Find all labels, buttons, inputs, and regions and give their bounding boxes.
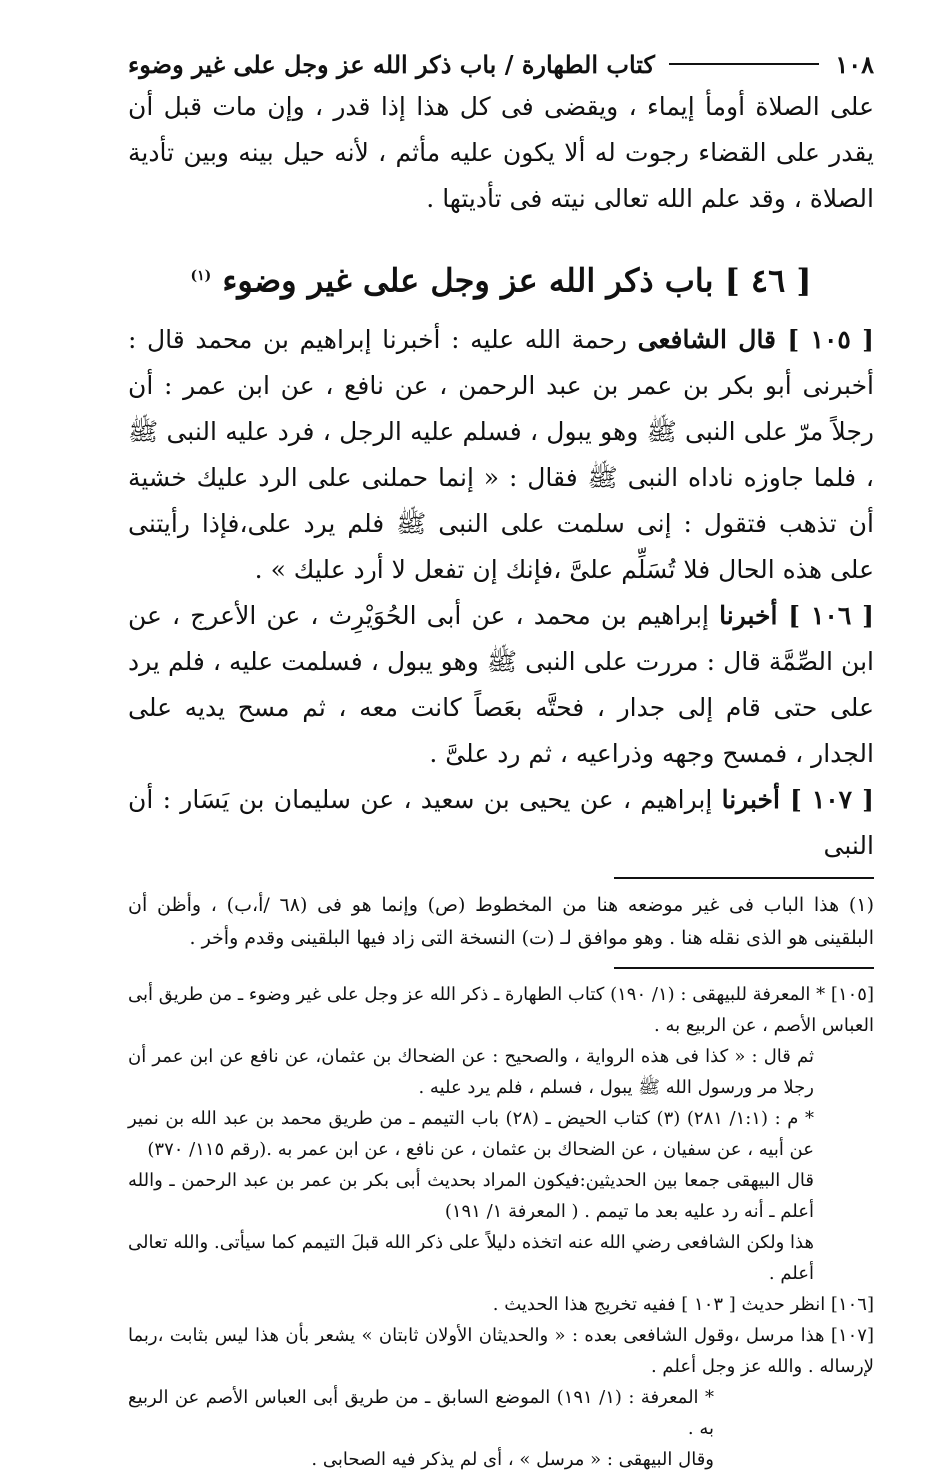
takhrij-line: [١٠٦] انظر حديث [ ١٠٣ ] ففيه تخريج هذا الحديث . bbox=[492, 1293, 874, 1315]
running-title: كتاب الطهارة / باب ذكر الله عز وجل على غير وضوء bbox=[128, 49, 655, 79]
takhrij-line: * م : (١:١/ ٢٨١) (٣) كتاب الحيض ـ (٢٨) باب التيمم ـ من طريق محمد بن عبد الله بن نمير عن أبيه ، عن سفيان ، عن الضحاك بن عثمان ، عن نافع ، عن ابن عمر به .(رقم ١١٥/ ٣٧٠) bbox=[128, 1107, 814, 1160]
hadith-106-text: إبراهيم بن محمد ، عن أبى الحُوَيْرِث ، عن الأعرج ، عن ابن الصِّمَّة قال : مررت على النبى ﷺ وهو يبول ، فسلمت عليه ، فلم يرد على حتى قام إلى جدار ، فحتَّه بعَصاً كانت معه ، ثم مسح يديه على الجدار ، فمسح وجهه وذراعيه ، ثم رد علىَّ . bbox=[128, 600, 874, 768]
footnote-1: (١) هذا الباب فى غير موضعه هنا من المخطوط (ص) وإنما هو فى (٦٨ /أ،ب) ، وأظن أن البلقينى هو الذى نقله هنا . وهو موافق لـ (ت) النسخة التى زاد فيها البلقينى وقدم وأخر . bbox=[128, 893, 874, 949]
takhrij-line: [١٠٥] * المعرفة للبيهقى : (١/ ١٩٠) كتاب الطهارة ـ ذكر الله عز وجل على غير وضوء ـ من طريق أبى العباس الأصم ، عن الربيع به . bbox=[128, 983, 874, 1036]
chapter-heading bbox=[128, 250, 874, 307]
hadith-106 bbox=[128, 593, 874, 777]
hadith-107 bbox=[128, 777, 874, 869]
chapter-title: [ ٤٦ ] باب ذكر الله عز وجل على غير وضوء bbox=[222, 261, 812, 300]
chapter-note-ref: (١) bbox=[190, 268, 212, 284]
takhrij-line: [١٠٧] هذا مرسل ،وقول الشافعى بعده : « والحديثان الأولان ثابتان » يشعر بأن هذا ليس بثابت ،ربما لإرساله . والله عز وجل أعلم . bbox=[128, 1324, 874, 1377]
takhrij-line: ثم قال : « كذا فى هذه الرواية ، والصحيح : عن الضحاك بن عثمان، عن نافع عن ابن عمر أن رجلا مر ورسول الله ﷺ يبول ، فسلم ، فلم يرد عليه . bbox=[128, 1045, 814, 1098]
header-rule bbox=[669, 63, 819, 65]
hadith-105-lead: [ ١٠٥ ] قال الشافعى bbox=[637, 324, 874, 354]
hadith-106-lead: [ ١٠٦ ] أخبرنا bbox=[719, 600, 874, 630]
takhrij-line: * المعرفة : (١/ ١٩١) الموضع السابق ـ من طريق أبى العباس الأصم عن الربيع به . bbox=[128, 1386, 714, 1439]
takhrij-line: وقال البيهقى : « مرسل » ، أى لم يذكر فيه الصحابى . bbox=[311, 1448, 714, 1470]
takhrij-line: هذا ولكن الشافعى رضي الله عنه اتخذه دليلاً على ذكر الله قبلَ التيمم كما سيأتى. والله تعالى أعلم . bbox=[128, 1231, 814, 1284]
takhrij-line: قال البيهقى جمعا بين الحديثين:فيكون المراد بحديث أبى بكر بن عمر بن عبد الرحمن ـ والله أعلم ـ أنه رد عليه بعد ما تيمم . ( المعرفة ١/ ١٩١) bbox=[128, 1169, 814, 1222]
main-text bbox=[128, 84, 874, 869]
intro-paragraph: على الصلاة أومأ إيماء ، ويقضى فى كل هذا إذا قدر ، وإن مات قبل أن يقدر على القضاء رجوت له ألا يكون عليه مأثم ، لأنه حيل بينه وبين تأدية الصلاة ، وقد علم الله تعالى نيته فى تأديتها . bbox=[128, 92, 874, 213]
running-header bbox=[128, 44, 874, 84]
hadith-107-lead: [ ١٠٧ ] أخبرنا bbox=[721, 784, 874, 814]
takhrij-rule bbox=[614, 967, 874, 969]
footnote-rule bbox=[614, 877, 874, 879]
page-number: ١٠٨ bbox=[835, 49, 874, 79]
hadith-105 bbox=[128, 317, 874, 593]
hadith-107-text: إبراهيم ، عن يحيى بن سعيد ، عن سليمان بن يَسَار : أن النبى bbox=[128, 784, 874, 860]
hadith-105-text: رحمة الله عليه : أخبرنا إبراهيم بن محمد قال : أخبرنى أبو بكر بن عمر بن عبد الرحمن ، عن نافع ، عن ابن عمر : أن رجلاً مرّ على النبى ﷺ وهو يبول ، فسلم عليه الرجل ، فرد عليه النبى ﷺ ، فلما جاوزه ناداه النبى ﷺ فقال : « إنما حملنى على الرد عليك خشية أن تذهب فتقول : إنى سلمت على النبى ﷺ فلم يرد على،فإذا رأيتنى على هذه الحال فلا تُسَلِّم علىَّ ،فإنك إن تفعل لا أرد عليك » . bbox=[128, 324, 874, 584]
takhrij-notes bbox=[128, 979, 874, 1475]
